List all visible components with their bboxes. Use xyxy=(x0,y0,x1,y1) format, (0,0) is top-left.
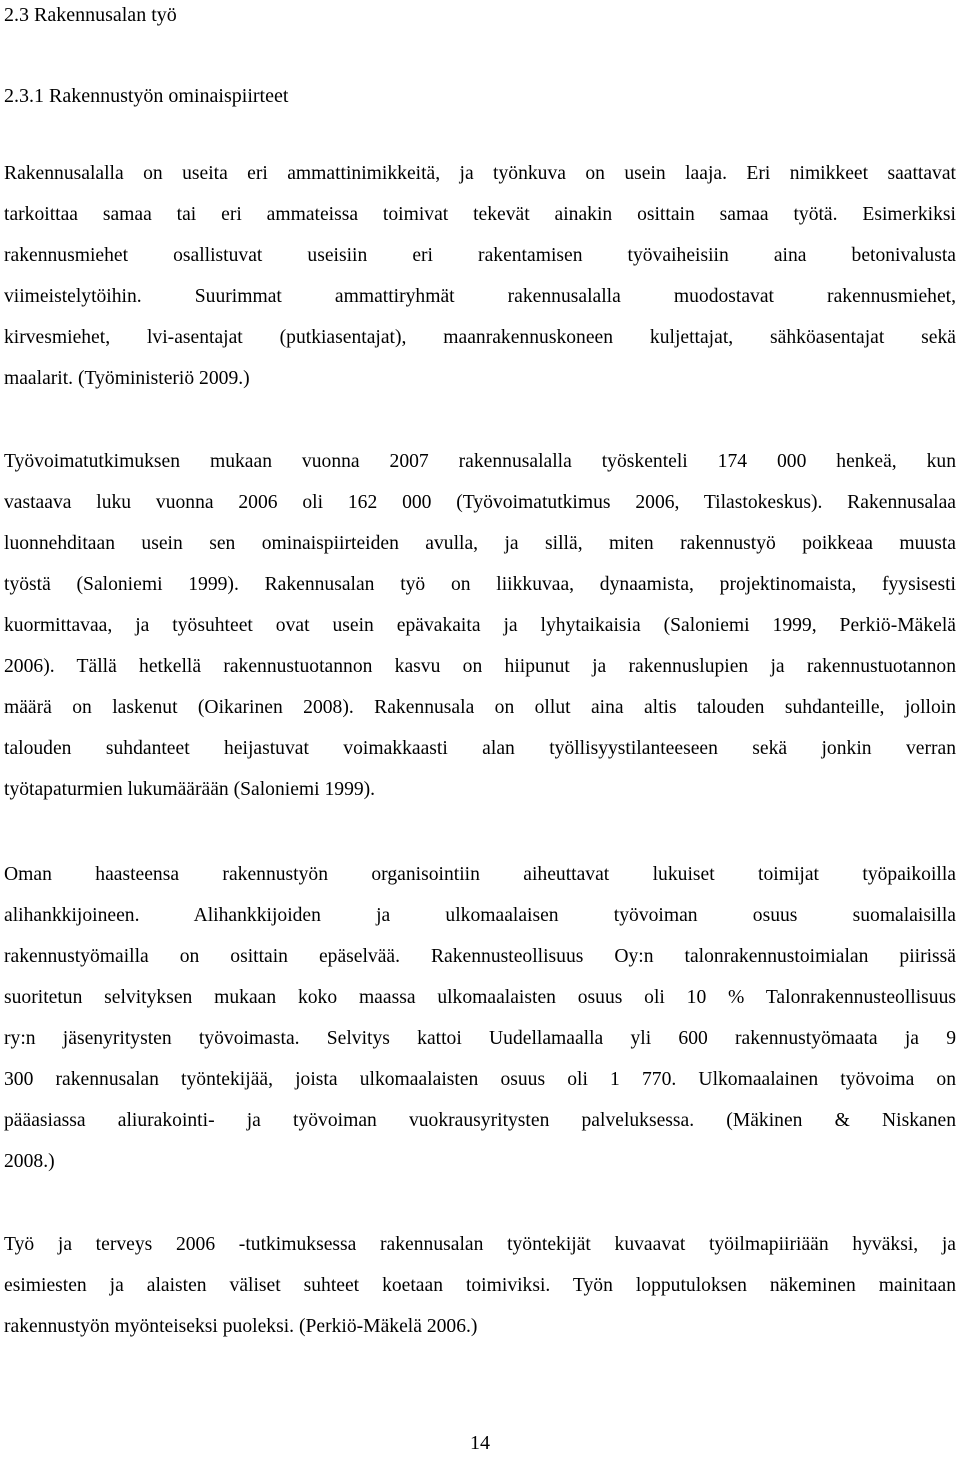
paragraph-line: rakennustyömailla on osittain epäselvää. Rakennusteollisuus Oy:n talonrakennustoimialan piirissä xyxy=(4,946,956,967)
paragraph-line: pääasiassa aliurakointi- ja työvoiman vuokrausyritysten palveluksessa. (Mäkinen & Niskanen xyxy=(4,1110,956,1131)
paragraph-line: Rakennusalalla on useita eri ammattinimikkeitä, ja työnkuva on usein laaja. Eri nimikkeet saattavat xyxy=(4,163,956,184)
paragraph-line: määrä on laskenut (Oikarinen 2008). Rakennusala on ollut aina altis talouden suhdanteille, jolloin xyxy=(4,697,956,718)
paragraph-line: suoritetun selvityksen mukaan koko maassa ulkomaalaisten osuus oli 10 % Talonrakennusteollisuus xyxy=(4,987,956,1008)
paragraph-3 xyxy=(4,854,956,1182)
paragraph-line: rakennusmiehet osallistuvat useisiin eri rakentamisen työvaiheisiin aina betonivalusta xyxy=(4,245,956,266)
paragraph-line: alihankkijoineen. Alihankkijoiden ja ulkomaalaisen työvoiman osuus suomalaisilla xyxy=(4,905,956,926)
paragraph-line: 2006). Tällä hetkellä rakennustuotannon kasvu on hiipunut ja rakennuslupien ja rakennustuotannon xyxy=(4,656,956,677)
paragraph-line: rakennustyön myönteiseksi puoleksi. (Perkiö-Mäkelä 2006.) xyxy=(4,1316,478,1337)
paragraph-line: vastaava luku vuonna 2006 oli 162 000 (Työvoimatutkimus 2006, Tilastokeskus). Rakennusalaa xyxy=(4,492,956,513)
paragraph-line: kirvesmiehet, lvi-asentajat (putkiasentajat), maanrakennuskoneen kuljettajat, sähköasentajat sekä xyxy=(4,327,956,348)
paragraph-4 xyxy=(4,1224,956,1347)
paragraph-line: talouden suhdanteet heijastuvat voimakkaasti alan työllisyystilanteeseen sekä jonkin verran xyxy=(4,738,956,759)
page-number: 14 xyxy=(470,1432,490,1454)
paragraph-line: Oman haasteensa rakennustyön organisointiin aiheuttavat lukuiset toimijat työpaikoilla xyxy=(4,864,956,885)
subsection-heading: 2.3.1 Rakennustyön ominaispiirteet xyxy=(4,85,289,107)
paragraph-line: 300 rakennusalan työntekijää, joista ulkomaalaisten osuus oli 1 770. Ulkomaalainen työvoima on xyxy=(4,1069,956,1090)
paragraph-line: työtapaturmien lukumäärään (Saloniemi 1999). xyxy=(4,779,376,800)
paragraph-line: viimeistelytöihin. Suurimmat ammattiryhmät rakennusalalla muodostavat rakennusmiehet, xyxy=(4,286,956,307)
paragraph-line: 2008.) xyxy=(4,1151,55,1172)
paragraph-line: työstä (Saloniemi 1999). Rakennusalan työ on liikkuvaa, dynaamista, projektinomaista, fyysisesti xyxy=(4,574,956,595)
paragraph-line: maalarit. (Työministeriö 2009.) xyxy=(4,368,250,389)
paragraph-1 xyxy=(4,153,956,399)
paragraph-line: luonnehditaan usein sen ominaispiirteiden avulla, ja sillä, miten rakennustyö poikkeaa muusta xyxy=(4,533,956,554)
paragraph-2 xyxy=(4,441,956,810)
paragraph-line: kuormittavaa, ja työsuhteet ovat usein epävakaita ja lyhytaikaisia (Saloniemi 1999, Perkiö-Mäkelä xyxy=(4,615,956,636)
paragraph-line: Työvoimatutkimuksen mukaan vuonna 2007 rakennusalalla työskenteli 174 000 henkeä, kun xyxy=(4,451,956,472)
paragraph-line: ry:n jäsenyritysten työvoimasta. Selvitys kattoi Uudellamaalla yli 600 rakennustyömaata ja 9 xyxy=(4,1028,956,1049)
paragraph-line: esimiesten ja alaisten väliset suhteet koetaan toimiviksi. Työn lopputuloksen näkeminen mainitaan xyxy=(4,1275,956,1296)
section-heading: 2.3 Rakennusalan työ xyxy=(4,4,177,26)
paragraph-line: Työ ja terveys 2006 -tutkimuksessa rakennusalan työntekijät kuvaavat työilmapiiriään hyväksi, ja xyxy=(4,1234,956,1255)
paragraph-line: tarkoittaa samaa tai eri ammateissa toimivat tekevät ainakin osittain samaa työtä. Esimerkiksi xyxy=(4,204,956,225)
